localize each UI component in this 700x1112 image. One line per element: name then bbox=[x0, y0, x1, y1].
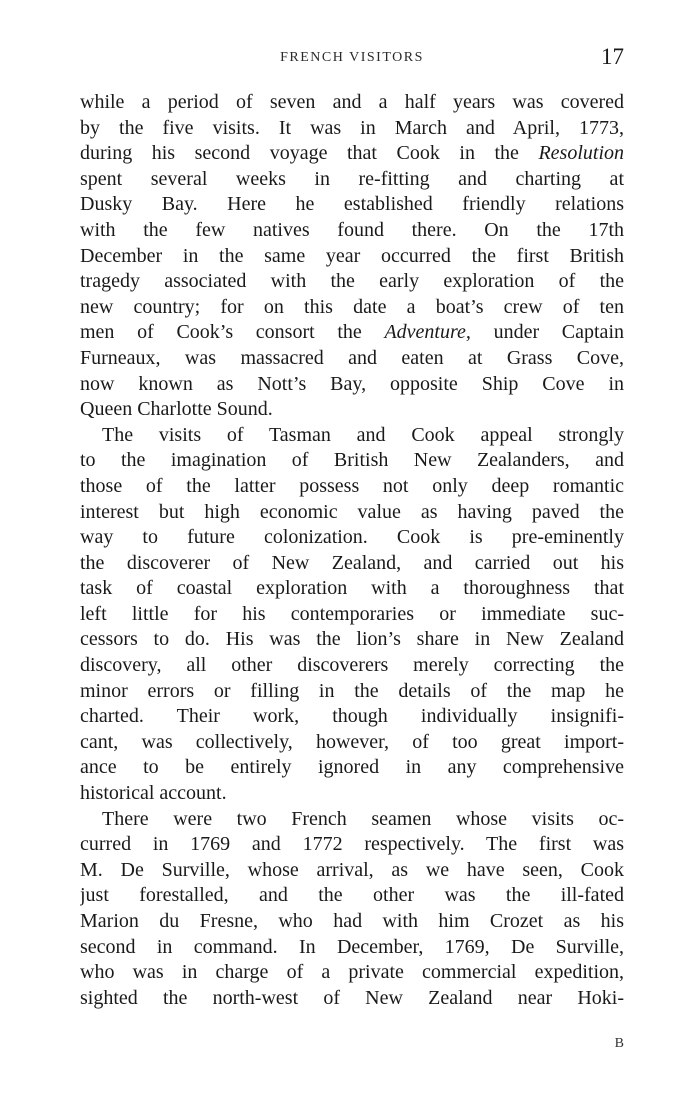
paragraph-start-line: The visits of Tasman and Cook appeal strongly bbox=[102, 423, 624, 446]
text-line: while a period of seven and a half years was covered bbox=[80, 91, 624, 113]
page-number: 17 bbox=[601, 44, 624, 69]
page-header bbox=[80, 44, 624, 74]
text-line: Dusky Bay. Here he established friendly relations bbox=[80, 193, 624, 216]
text-line: December in the same year occurred the first British bbox=[80, 244, 624, 267]
text-line: ance to be entirely ignored in any comprehensive bbox=[80, 756, 624, 779]
text-line: by the five visits. It was in March and April, 1773, bbox=[80, 116, 624, 139]
text-line: just forestalled, and the other was the ill-fated bbox=[80, 884, 624, 907]
text-line: interest but high economic value as having paved the bbox=[80, 500, 624, 523]
text-line: way to future colonization. Cook is pre-eminently bbox=[80, 526, 624, 549]
text-line: to the imagination of British New Zealanders, and bbox=[80, 449, 624, 472]
text-line: cant, was collectively, however, of too great import- bbox=[80, 730, 624, 753]
text-line: Marion du Fresne, who had with him Crozet as his bbox=[80, 910, 624, 932]
text-line: historical account. bbox=[80, 782, 227, 805]
text-line: those of the latter possess not only deep romantic bbox=[80, 474, 624, 497]
text-line: with the few natives found there. On the 17th bbox=[80, 218, 624, 241]
text-line: charted. Their work, though individually insignifi- bbox=[80, 705, 624, 728]
text-line: second in command. In December, 1769, De Surville, bbox=[80, 935, 624, 958]
text-line: spent several weeks in re-fitting and charting at bbox=[80, 167, 624, 190]
text-line: cessors to do. His was the lion’s share in New Zealand bbox=[80, 628, 624, 651]
ship-name: Resolution bbox=[538, 142, 624, 165]
text-line: Furneaux, was massacred and eaten at Grass Cove, bbox=[80, 346, 624, 369]
text-line: the discoverer of New Zealand, and carried out his bbox=[80, 551, 624, 574]
running-title: FRENCH VISITORS bbox=[280, 50, 424, 65]
body-text bbox=[80, 90, 624, 1011]
text-line: new country; for on this date a boat’s crew of ten bbox=[80, 295, 624, 318]
text-line: who was in charge of a private commercial expedition, bbox=[80, 961, 624, 984]
text-line: minor errors or filling in the details of the map he bbox=[80, 679, 624, 702]
text-line: sighted the north-west of New Zealand near Hoki- bbox=[80, 986, 624, 1009]
text-line: tragedy associated with the early exploration of the bbox=[80, 270, 624, 293]
text-line: discovery, all other discoverers merely correcting the bbox=[80, 654, 624, 677]
text-line: now known as Nott’s Bay, opposite Ship Cove in bbox=[80, 372, 624, 395]
paragraph-start-line: There were two French seamen whose visits oc- bbox=[102, 807, 624, 830]
text-line: Queen Charlotte Sound. bbox=[80, 398, 273, 421]
text-line: left little for his contemporaries or immediate suc- bbox=[80, 602, 624, 625]
text-line: men of Cook’s consort the Adventure, under Captain bbox=[80, 321, 624, 344]
text-line: task of coastal exploration with a thoroughness that bbox=[80, 577, 624, 600]
signature-mark: B bbox=[614, 1036, 624, 1051]
text-line: during his second voyage that Cook in the Resolution bbox=[80, 142, 624, 165]
text-line: M. De Surville, whose arrival, as we have seen, Cook bbox=[80, 858, 624, 881]
text-line: curred in 1769 and 1772 respectively. The first was bbox=[80, 833, 624, 856]
ship-name: Adventure, bbox=[384, 321, 471, 344]
